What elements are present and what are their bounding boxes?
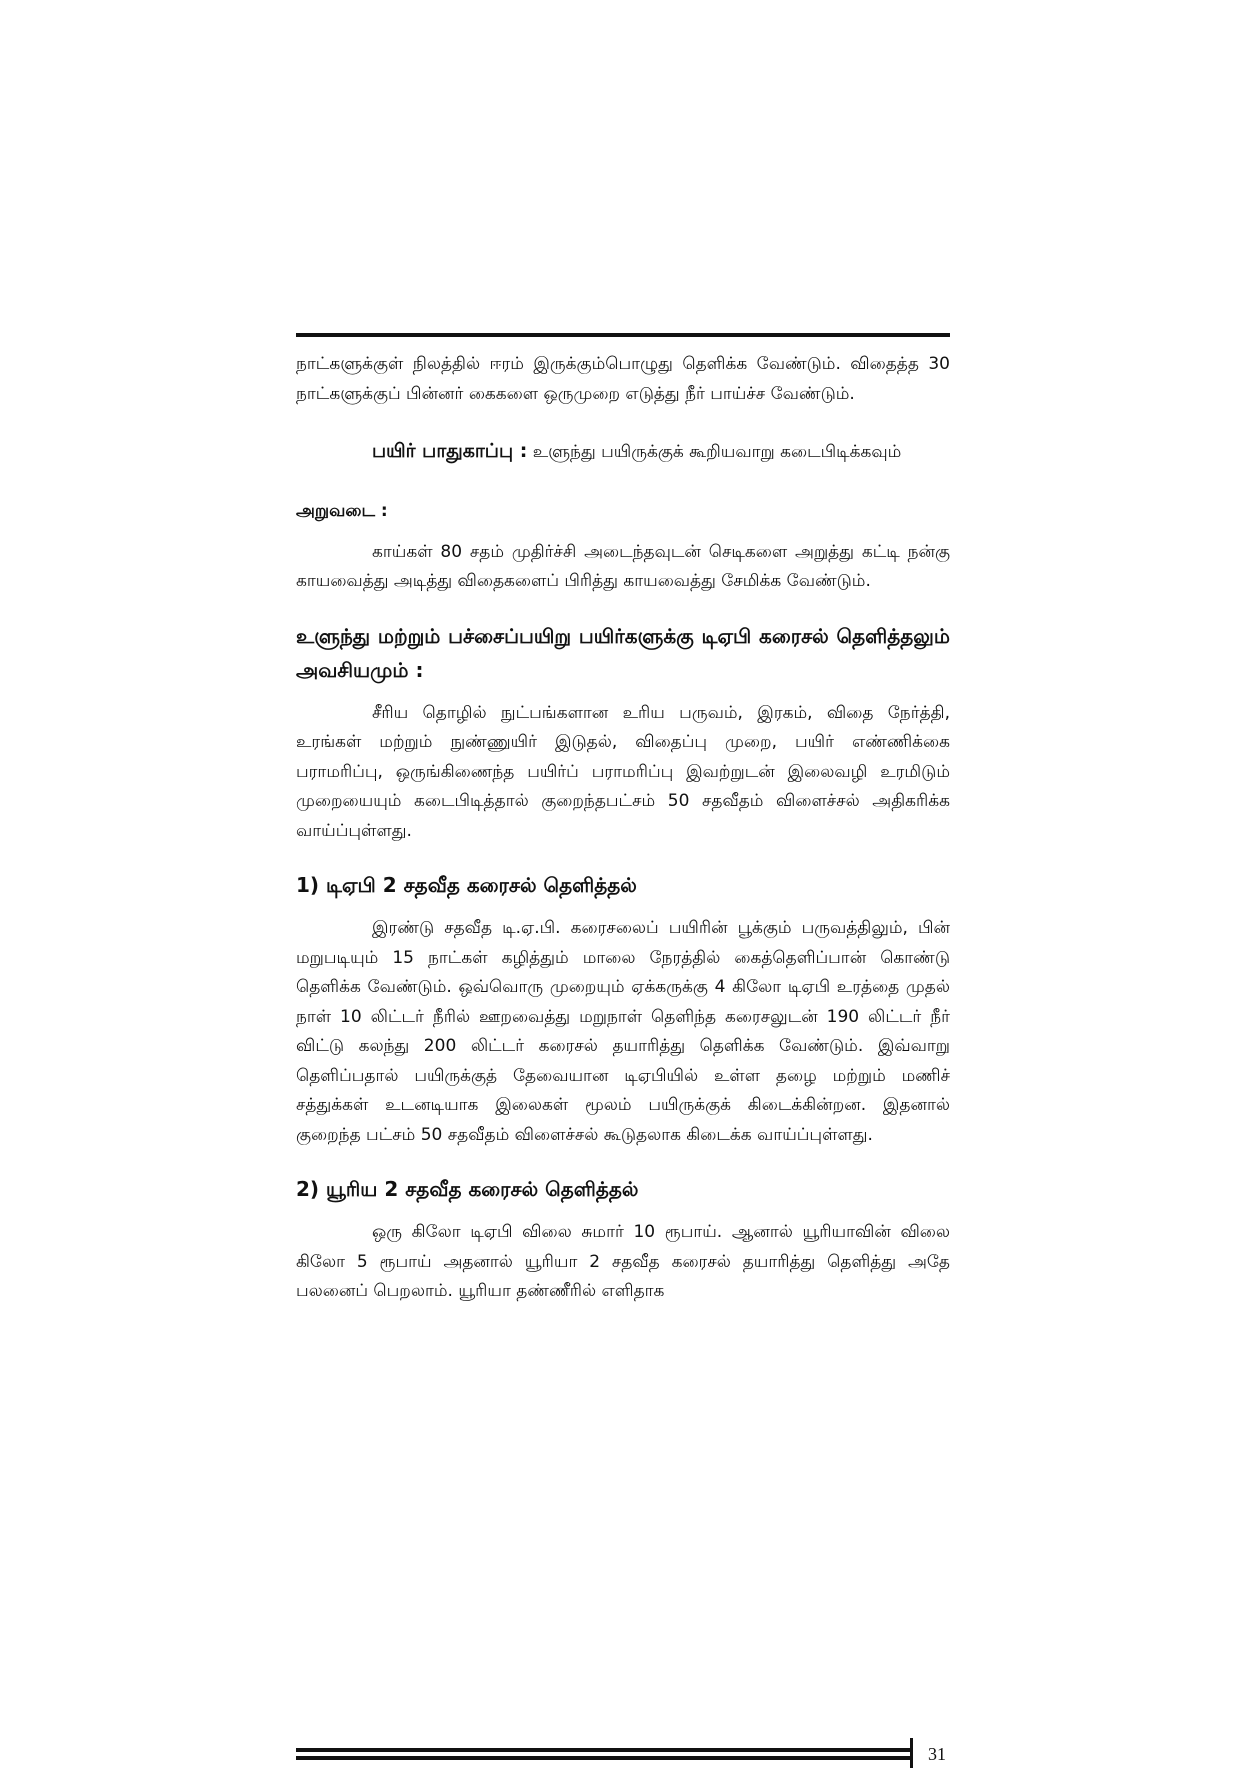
bottom-rule-thin xyxy=(296,1756,912,1760)
paragraph-dap-method: இரண்டு சதவீத டி.ஏ.பி. கரைசலைப் பயிரின் பூக்கும் பருவத்திலும், பின் மறுபடியும் 15 நாட்கள் கழித்தும் மாலை நேரத்தில் கைத்தெளிப்பான் கொண்டு தெளிக்க வேண்டும். ஒவ்வொரு முறையும் ஏக்கருக்கு 4 கிலோ டிஏபி உரத்தை முதல் நாள் 10 லிட்டர் நீரில் ஊறவைத்து மறுநாள் தெளிந்த கரைசலுடன் 190 லிட்டர் நீர் விட்டு கலந்து 200 லிட்டர் கரைசல் தயாரித்து தெளிக்க வேண்டும். இவ்வாறு தெளிப்பதால் பயிருக்குத் தேவையான டிஏபியில் உள்ள தழை மற்றும் மணிச் சத்துக்கள் உடனடியாக இலைகள் மூலம் பயிருக்குக் கிடைக்கின்றன. இதனால் குறைந்த பட்சம் 50 சதவீதம் விளைச்சல் கூடுதலாக கிடைக்க வாய்ப்புள்ளது. xyxy=(296,918,950,1145)
crop-protection-text: உளுந்து பயிருக்குக் கூறியவாறு கடைபிடிக்கவும் xyxy=(527,442,902,462)
section-heading-dap-2-percent: 1) டிஏபி 2 சதவீத கரைசல் தெளித்தல் xyxy=(296,873,637,897)
paragraph-technologies: சீரிய தொழில் நுட்பங்களான உரிய பருவம், இரகம், விதை நேர்த்தி, உரங்கள் மற்றும் நுண்ணுயிர் இடுதல், விதைப்பு முறை, பயிர் எண்ணிக்கை பராமரிப்பு, ஒருங்கிணைந்த பயிர்ப் பராமரிப்பு இவற்றுடன் இலைவழி உரமிடும் முறையையும் கடைபிடித்தால் குறைந்தபட்சம் 50 சதவீதம் விளைச்சல் அதிகரிக்க வாய்ப்புள்ளது. xyxy=(296,702,950,841)
page-number: 31 xyxy=(928,1744,946,1764)
paragraph-harvest: காய்கள் 80 சதம் முதிர்ச்சி அடைந்தவுடன் செடிகளை அறுத்து கட்டி நன்கு காயவைத்து அடித்து விதைகளைப் பிரித்து காயவைத்து சேமிக்க வேண்டும். xyxy=(296,541,950,591)
page-number-separator xyxy=(910,1738,913,1768)
section-heading-urea-2-percent: 2) யூரிய 2 சதவீத கரைசல் தெளித்தல் xyxy=(296,1177,639,1201)
paragraph-urea: ஒரு கிலோ டிஏபி விலை சுமார் 10 ரூபாய். ஆனால் யூரியாவின் விலை கிலோ 5 ரூபாய் அதனால் யூரியா 2 சதவீத கரைசல் தயாரித்து தெளித்து அதே பலனைப் பெறலாம். யூரியா தண்ணீரில் எளிதாக xyxy=(296,1222,950,1301)
paragraph-crop-protection xyxy=(296,437,950,468)
page-content xyxy=(296,350,950,1307)
crop-protection-lead: பயிர் பாதுகாப்பு : xyxy=(372,440,528,462)
section-heading-dap-spray: உளுந்து மற்றும் பச்சைப்பயிறு பயிர்களுக்கு டிஏபி கரைசல் தெளித்தலும் அவசியமும் : xyxy=(296,623,950,682)
paragraph-irrigation: நாட்களுக்குள் நிலத்தில் ஈரம் இருக்கும்பொழுது தெளிக்க வேண்டும். விதைத்த 30 நாட்களுக்குப் பின்னர் கைகளை ஒருமுறை எடுத்து நீர் பாய்ச்ச வேண்டும். xyxy=(296,354,950,404)
bottom-rule-thick xyxy=(296,1748,912,1752)
harvest-heading: அறுவடை : xyxy=(296,500,388,521)
top-rule xyxy=(296,333,950,337)
